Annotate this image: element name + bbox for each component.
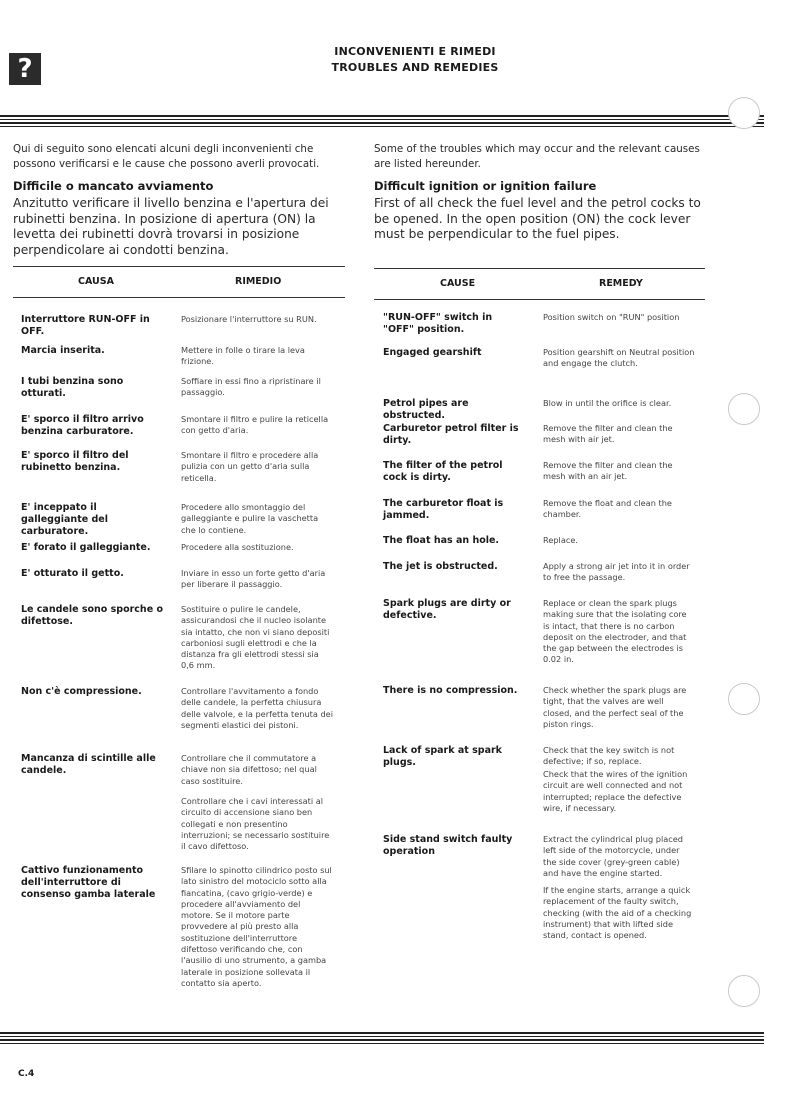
cause-cell: Le candele sono sporche o difettose. <box>21 604 163 627</box>
cause-cell: Spark plugs are dirty or defective. <box>383 598 511 621</box>
cause-cell: "RUN-OFF" switch in "OFF" position. <box>383 312 493 335</box>
left-col-cause: CAUSA <box>78 276 114 287</box>
right-table-header <box>374 268 705 300</box>
remedy-cell-continued: Controllare che i cavi interessati al circuito di accensione siano ben collegati e non presentino interruzioni; se necessario sostituire il cavo difettoso. <box>181 796 330 852</box>
remedy-cell: Remove the filter and clean the mesh with air jet. <box>543 423 673 445</box>
cause-cell: E' inceppato il galleggiante del carburatore. <box>21 502 108 537</box>
remedy-cell: Extract the cylindrical plug placed left side of the motorcycle, under the side cover (grey-green cable) and have the engine started. <box>543 834 683 878</box>
left-table-header <box>13 266 345 298</box>
left-col-remedy: RIMEDIO <box>235 276 282 287</box>
left-heading: Difficile o mancato avviamento <box>13 179 214 193</box>
left-paragraph: Anzitutto verificare il livello benzina e l'apertura dei rubinetti benzina. In posizione di apertura (ON) la levetta dei rubinetti dovrà trovarsi in posizione perpendicolare ai condotti benzina. <box>13 196 329 257</box>
binder-hole <box>728 393 760 425</box>
remedy-cell: Sfilare lo spinotto cilindrico posto sul lato sinistro del motociclo sotto alla fiancatina, (cavo grigio-verde) e procedere all'avviamento del motore. Se il motore parte provvedere al più presto alla sostituzione dell'interruttore difettoso verificando che, con l'ausilio di uno strumento, a gamba laterale in posizione sollevata il contatto sia aperto. <box>181 865 332 988</box>
remedy-cell: Remove the filter and clean the mesh with an air jet. <box>543 460 673 482</box>
remedy-cell: Check whether the spark plugs are tight, that the valves are well closed, and the perfect seal of the piston rings. <box>543 685 687 729</box>
right-col-cause: CAUSE <box>440 278 476 289</box>
remedy-cell: Blow in until the orifice is clear. <box>543 398 672 408</box>
left-intro-block <box>13 142 353 258</box>
cause-cell: There is no compression. <box>383 685 518 696</box>
remedy-cell: Sostituire o pulire le candele, assicurandosi che il nucleo isolante sia intatto, che non vi siano depositi carboniosi sugli elettrodi e che la distanza fra gli elettrodi stessi sia 0,6 mm. <box>181 604 330 671</box>
cause-cell: Lack of spark at spark plugs. <box>383 745 502 768</box>
cause-cell: I tubi benzina sono otturati. <box>21 376 124 399</box>
page-title <box>290 44 540 76</box>
right-paragraph: First of all check the fuel level and the petrol cocks to be opened. In the open position (ON) the cock lever must be perpendicular to the fuel pipes. <box>374 196 701 241</box>
right-col-remedy: REMEDY <box>599 278 643 289</box>
remedy-cell: Apply a strong air jet into it in order to free the passage. <box>543 561 690 583</box>
cause-cell: E' sporco il filtro del rubinetto benzina. <box>21 450 129 473</box>
remedy-cell: Replace or clean the spark plugs making sure that the isolating core is intact, that there is no carbon deposit on the electroder, and that the gap between the electrodes is 0.02 in. <box>543 598 687 665</box>
remedy-cell: Replace. <box>543 535 578 545</box>
cause-cell: Mancanza di scintille alle candele. <box>21 753 156 776</box>
footer-rule <box>0 1032 764 1046</box>
remedy-cell: Remove the float and clean the chamber. <box>543 498 672 520</box>
remedy-cell: Position gearshift on Neutral position and engage the clutch. <box>543 347 695 369</box>
page-number: C.4 <box>18 1069 35 1079</box>
cause-cell: Side stand switch faulty operation <box>383 834 513 857</box>
binder-hole <box>728 683 760 715</box>
remedy-cell: Inviare in esso un forte getto d'aria per liberare il passaggio. <box>181 568 326 590</box>
binder-hole <box>728 975 760 1007</box>
cause-cell: Marcia inserita. <box>21 345 105 356</box>
title-italian: INCONVENIENTI E RIMEDI <box>334 45 496 58</box>
remedy-cell: Procedere allo smontaggio del galleggiante e pulire la vaschetta che lo contiene. <box>181 502 319 535</box>
cause-cell: Carburetor petrol filter is dirty. <box>383 423 519 446</box>
right-intro: Some of the troubles which may occur and the relevant causes are listed hereunder. <box>374 143 700 170</box>
cause-cell: The float has an hole. <box>383 535 500 546</box>
cause-cell: Cattivo funzionamento dell'interruttore di consenso gamba laterale <box>21 865 156 900</box>
remedy-cell: Soffiare in essi fino a ripristinare il passaggio. <box>181 376 321 398</box>
help-question-icon: ? <box>9 53 41 85</box>
cause-cell: E' forato il galleggiante. <box>21 542 151 553</box>
remedy-cell: Controllare che il commutatore a chiave non sia difettoso; nel qual caso sostituire. <box>181 753 317 786</box>
remedy-cell-continued: If the engine starts, arrange a quick replacement of the faulty switch, checking (with the aid of a checking instrument) that with lifted side stand, contact is opened. <box>543 885 692 941</box>
cause-cell: E' sporco il filtro arrivo benzina carburatore. <box>21 414 144 437</box>
remedy-cell: Smontare il filtro e procedere alla pulizia con un getto d'aria sulla reticella. <box>181 450 319 483</box>
left-intro: Qui di seguito sono elencati alcuni degli inconvenienti che possono verificarsi e le cause che possono averli provocati. <box>13 143 320 170</box>
cause-cell: Non c'è compressione. <box>21 686 142 697</box>
remedy-cell: Controllare l'avvitamento a fondo delle candele, la perfetta chiusura delle valvole, e la perfetta tenuta dei segmenti elastici dei pistoni. <box>181 686 333 730</box>
remedy-cell: Posizionare l'interruttore su RUN. <box>181 314 317 324</box>
cause-cell: The carburetor float is jammed. <box>383 498 504 521</box>
remedy-cell: Smontare il filtro e pulire la reticella con getto d'aria. <box>181 414 329 436</box>
remedy-cell: Position switch on "RUN" position <box>543 312 680 322</box>
remedy-cell: Mettere in folle o tirare la leva frizione. <box>181 345 305 367</box>
remedy-cell-continued: Check that the wires of the ignition circuit are well connected and not interrupted; replace the defective wire, if necessary. <box>543 769 688 813</box>
cause-cell: Petrol pipes are obstructed. <box>383 398 469 421</box>
title-english: TROUBLES AND REMEDIES <box>331 61 499 74</box>
cause-cell: Interruttore RUN-OFF in OFF. <box>21 314 150 337</box>
cause-cell: Engaged gearshift <box>383 347 482 358</box>
remedy-cell: Procedere alla sostituzione. <box>181 542 294 552</box>
remedy-cell: Check that the key switch is not defective; if so, replace. <box>543 745 675 767</box>
header-rule <box>0 115 764 129</box>
binder-hole <box>728 97 760 129</box>
cause-cell: The jet is obstructed. <box>383 561 498 572</box>
cause-cell: E' otturato il getto. <box>21 568 124 579</box>
right-intro-block <box>374 142 710 243</box>
cause-cell: The filter of the petrol cock is dirty. <box>383 460 503 483</box>
right-heading: Difficult ignition or ignition failure <box>374 179 597 193</box>
